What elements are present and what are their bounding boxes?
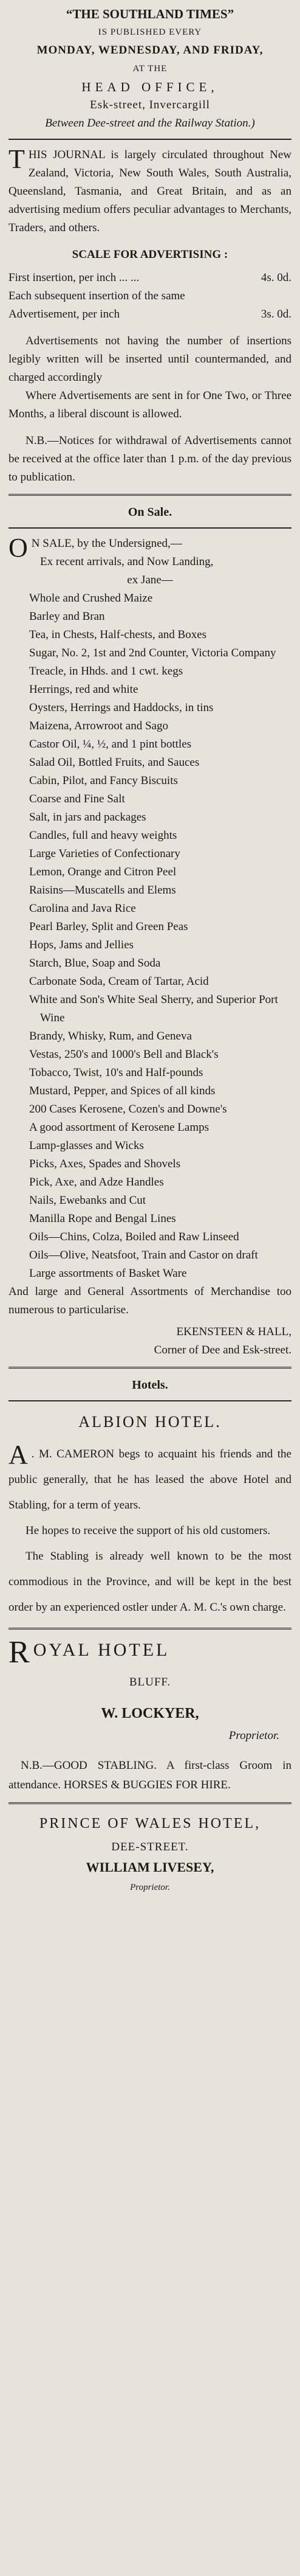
on-sale-signer: EKENSTEEN & HALL, — [176, 1325, 291, 1338]
list-item: Carolina and Java Rice — [29, 902, 136, 915]
masthead-days: MONDAY, WEDNESDAY, AND FRIDAY, — [36, 44, 264, 57]
scale-note-discount: Where Advertisements are sent in for One Two, or Three Months, a liberal discount is allowed. — [9, 389, 291, 420]
royal-place: BLUFF. — [129, 1676, 171, 1689]
list-item: Mustard, Pepper, and Spices of all kinds — [29, 1085, 216, 1097]
on-sale-closing: And large and General Assortments of Merchandise too numerous to particularise. — [9, 1285, 291, 1316]
list-item: A good assortment of Kerosene Lamps — [29, 1121, 210, 1134]
divider — [9, 494, 291, 496]
prince-name: WILLIAM LIVESEY, — [86, 1859, 214, 1875]
list-item: Vestas, 250's and 1000's Bell and Black's — [29, 1048, 219, 1061]
list-item: Pick, Axe, and Adze Handles — [29, 1176, 164, 1189]
divider — [9, 1400, 291, 1401]
list-item: Raisins—Muscatells and Elems — [29, 884, 176, 897]
rate-label: Each subsequent insertion of the same Advertisement, per inch — [9, 290, 185, 321]
list-item: Salad Oil, Bottled Fruits, and Sauces — [29, 756, 200, 769]
drop-cap: R — [9, 1635, 30, 1670]
list-item: Large assortments of Basket Ware — [29, 1267, 187, 1280]
list-item: Nails, Ewebanks and Cut — [29, 1194, 146, 1207]
list-item: Herrings, red and white — [29, 683, 138, 696]
on-sale-list — [9, 589, 291, 1283]
list-item: Manilla Rope and Bengal Lines — [29, 1212, 176, 1225]
list-item: Candles, full and heavy weights — [29, 829, 177, 842]
prince-street: DEE-STREET. — [111, 1841, 189, 1853]
journal-paragraph — [9, 146, 291, 237]
divider — [9, 1628, 291, 1630]
drop-cap: O — [9, 533, 28, 563]
rate-row-first — [9, 269, 291, 287]
list-item: Hops, Jams and Jellies — [29, 939, 134, 951]
royal-nb: N.B.—GOOD STABLING. A first-class Groom in attendance. HORSES & BUGGIES FOR HIRE. — [9, 1759, 291, 1791]
prince-title: PRINCE OF WALES HOTEL, — [39, 1816, 261, 1831]
rate-value: 4s. 0d. — [261, 271, 291, 284]
list-item: Tea, in Chests, Half-chests, and Boxes — [29, 628, 207, 641]
divider — [9, 527, 291, 529]
list-item: Salt, in jars and packages — [29, 811, 146, 824]
albion-p1 — [9, 1442, 291, 1518]
masthead-office: HEAD OFFICE, — [81, 80, 219, 94]
on-sale-sub1: Ex recent arrivals, and Now Landing, — [40, 555, 214, 568]
prince-role: Proprietor. — [130, 1883, 170, 1892]
royal-title-text: OYAL HOTEL — [33, 1640, 170, 1660]
list-item: Barley and Bran — [29, 610, 105, 623]
on-sale-intro-text: N SALE, by the Undersigned,— — [31, 537, 182, 550]
royal-name: W. LOCKYER, — [101, 1706, 199, 1721]
list-item: Carbonate Soda, Cream of Tartar, Acid — [29, 975, 209, 988]
list-item: Tobacco, Twist, 10's and Half-pounds — [29, 1066, 203, 1079]
masthead-title: “THE SOUTHLAND TIMES” — [66, 7, 234, 21]
masthead-between: Between Dee-street and the Railway Station.) — [45, 117, 255, 130]
on-sale-sub2: ex Jane— — [127, 574, 173, 586]
list-item: Maizena, Arrowroot and Sago — [29, 720, 168, 732]
royal-title — [9, 1635, 291, 1670]
list-item: Coarse and Fine Salt — [29, 793, 125, 805]
rate-label: First insertion, per inch ... ... — [9, 271, 140, 284]
royal-role: Proprietor. — [228, 1729, 279, 1742]
rate-row-subsequent — [9, 287, 291, 324]
albion-p2: He hopes to receive the support of his old customers. — [26, 1524, 271, 1537]
on-sale-address: Corner of Dee and Esk-street. — [154, 1344, 291, 1356]
masthead-at-the: AT THE — [132, 64, 168, 74]
divider — [9, 1367, 291, 1369]
albion-p1-text: . M. CAMERON begs to acquaint his friends and the public generally, that he has leased the above Hotel and Stabling, for a term of years. — [9, 1448, 291, 1512]
list-item: Castor Oil, ¼, ½, and 1 pint bottles — [29, 738, 192, 751]
list-item: Sugar, No. 2, 1st and 2nd Counter, Victoria Company — [29, 647, 276, 659]
list-item: Brandy, Whisky, Rum, and Geneva — [29, 1030, 192, 1043]
list-item: 200 Cases Kerosene, Cozen's and Downe's — [29, 1103, 227, 1116]
drop-cap: A — [9, 1440, 28, 1470]
list-item: White and Son's White Seal Sherry, and Superior Port Wine — [29, 993, 278, 1024]
scale-heading: SCALE FOR ADVERTISING : — [72, 248, 228, 261]
scale-note-withdrawal: N.B.—Notices for withdrawal of Advertisements cannot be received at the office later than 1 p.m. of the day previous to publication. — [9, 434, 291, 484]
list-item: Lemon, Orange and Citron Peel — [29, 866, 177, 878]
on-sale-heading: On Sale. — [128, 505, 172, 519]
newspaper-column — [9, 0, 291, 1897]
list-item: Oysters, Herrings and Haddocks, in tins — [29, 701, 214, 714]
rate-value: 3s. 0d. — [261, 308, 291, 321]
list-item: Oils—Chins, Colza, Boiled and Raw Linseed — [29, 1231, 239, 1243]
masthead-published: IS PUBLISHED EVERY — [98, 27, 202, 37]
list-item: Picks, Axes, Spades and Shovels — [29, 1158, 181, 1170]
masthead-street: Esk-street, Invercargill — [90, 99, 210, 111]
divider — [9, 139, 291, 140]
albion-title: ALBION HOTEL. — [78, 1413, 222, 1431]
hotels-heading: Hotels. — [132, 1378, 168, 1392]
list-item: Lamp-glasses and Wicks — [29, 1139, 144, 1152]
albion-p3: The Stabling is already well known to be the most commodious in the Province, and will be kept in the best order by an experienced ostler under A. M. C.'s own charge. — [9, 1550, 291, 1614]
list-item: Starch, Blue, Soap and Soda — [29, 957, 161, 970]
scale-note-insertions: Advertisements not having the number of insertions legibly written will be inserted until countermanded, and charged accordingly — [9, 335, 291, 384]
list-item: Whole and Crushed Maize — [29, 592, 153, 605]
list-item: Cabin, Pilot, and Fancy Biscuits — [29, 774, 178, 787]
list-item: Large Varieties of Confectionary — [29, 847, 180, 860]
divider — [9, 1802, 291, 1804]
list-item: Pearl Barley, Split and Green Peas — [29, 920, 188, 933]
drop-cap: T — [9, 144, 25, 174]
list-item: Treacle, in Hhds. and 1 cwt. kegs — [29, 665, 183, 678]
journal-text: HIS JOURNAL is largely circulated throughout New Zealand, Victoria, New South Wales, South Australia, Queensland, Tasmania, and Great Britain, and as an advertising medium offers peculiar advantages to Merchants, Traders, and others. — [9, 148, 291, 234]
list-item: Oils—Olive, Neatsfoot, Train and Castor on draft — [29, 1249, 258, 1262]
